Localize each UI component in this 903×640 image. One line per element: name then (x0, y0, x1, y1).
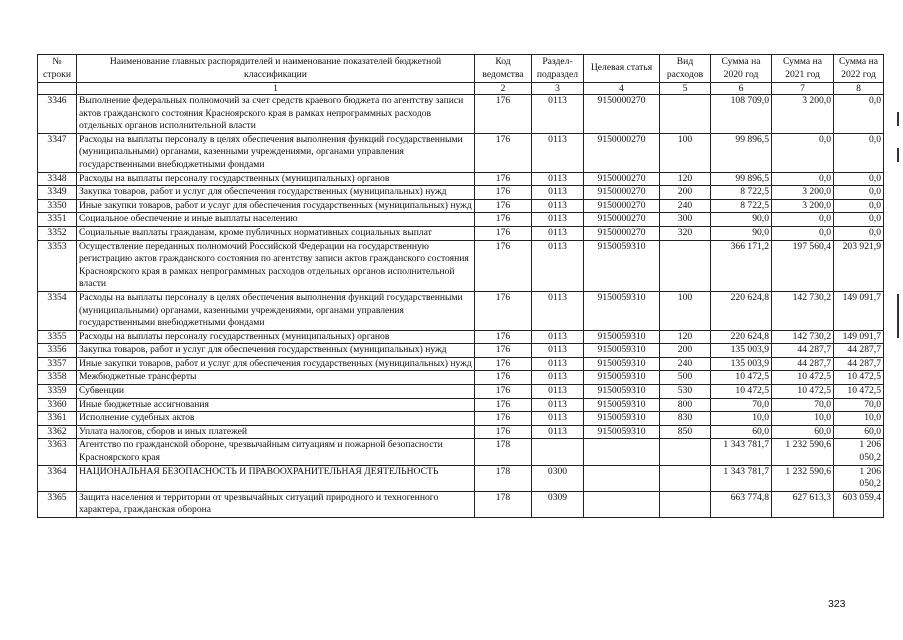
cell-razdel: 0113 (532, 172, 584, 186)
cell-name: Иные закупки товаров, работ и услуг для обеспечения государственных (муниципальных) нужд (77, 199, 475, 213)
cell-ved: 176 (475, 95, 532, 134)
table-row (38, 172, 884, 186)
cell-row-no: 3348 (38, 172, 77, 186)
table-row (38, 491, 884, 517)
column-number: 4 (584, 83, 660, 95)
cell-vid (660, 491, 711, 517)
cell-vid (660, 240, 711, 291)
cell-sum-2020: 90,0 (711, 213, 772, 227)
header-statia: Целевая статья (584, 55, 660, 83)
cell-vid: 530 (660, 385, 711, 399)
cell-sum-2020: 220 624,8 (711, 291, 772, 330)
cell-sum-2022: 149 091,7 (834, 291, 884, 330)
cell-row-no: 3364 (38, 465, 77, 491)
table-body (38, 95, 884, 518)
cell-razdel: 0309 (532, 491, 584, 517)
cell-sum-2020: 220 624,8 (711, 330, 772, 344)
table-row (38, 357, 884, 371)
cell-sum-2022: 0,0 (834, 95, 884, 134)
cell-statia: 9150000270 (584, 226, 660, 240)
cell-statia: 9150059310 (584, 371, 660, 385)
cell-sum-2021: 10 472,5 (772, 385, 834, 399)
cell-razdel: 0113 (532, 357, 584, 371)
header-ved: Код ведомства (475, 55, 532, 83)
cell-sum-2022: 0,0 (834, 199, 884, 213)
cell-ved: 176 (475, 291, 532, 330)
cell-statia: 9150059310 (584, 344, 660, 358)
cell-sum-2022: 10 472,5 (834, 371, 884, 385)
table-row (38, 95, 884, 134)
cell-row-no: 3361 (38, 412, 77, 426)
cell-row-no: 3350 (38, 199, 77, 213)
column-number: 2 (475, 83, 532, 95)
table-row (38, 226, 884, 240)
cell-razdel: 0113 (532, 291, 584, 330)
table-row (38, 133, 884, 172)
cell-name: Расходы на выплаты персоналу государственных (муниципальных) органов (77, 330, 475, 344)
page-number: 323 (828, 598, 846, 610)
cell-row-no: 3362 (38, 425, 77, 439)
cell-sum-2022: 0,0 (834, 213, 884, 227)
table-row (38, 425, 884, 439)
cell-name: Выполнение федеральных полномочий за счет средств краевого бюджета по агентству записи актов гражданского состояния Красноярского края в рамках непрограммных расходов отдельных органов исполнительной власти (77, 95, 475, 134)
cell-sum-2022: 0,0 (834, 172, 884, 186)
scan-edge-mark (897, 148, 899, 162)
table-row (38, 371, 884, 385)
cell-vid: 830 (660, 412, 711, 426)
column-number: 1 (77, 83, 475, 95)
cell-vid: 800 (660, 398, 711, 412)
cell-row-no: 3356 (38, 344, 77, 358)
cell-sum-2020: 90,0 (711, 226, 772, 240)
cell-sum-2021: 1 232 590,6 (772, 465, 834, 491)
cell-name: Социальные выплаты гражданам, кроме публичных нормативных социальных выплат (77, 226, 475, 240)
table-row (38, 213, 884, 227)
table-row (38, 291, 884, 330)
cell-statia: 9150059310 (584, 385, 660, 399)
cell-row-no: 3351 (38, 213, 77, 227)
cell-sum-2022: 0,0 (834, 226, 884, 240)
cell-sum-2021: 44 287,7 (772, 357, 834, 371)
cell-row-no: 3357 (38, 357, 77, 371)
cell-sum-2021: 3 200,0 (772, 199, 834, 213)
cell-name: Защита населения и территории от чрезвычайных ситуаций природного и техногенного характера, гражданская оборона (77, 491, 475, 517)
cell-razdel: 0113 (532, 412, 584, 426)
table-row (38, 439, 884, 465)
cell-row-no: 3365 (38, 491, 77, 517)
cell-vid: 240 (660, 199, 711, 213)
cell-sum-2022: 1 206 050,2 (834, 465, 884, 491)
cell-statia: 9150000270 (584, 186, 660, 200)
cell-row-no: 3349 (38, 186, 77, 200)
cell-statia: 9150059310 (584, 240, 660, 291)
header-sum-2021: Сумма на 2021 год (772, 55, 834, 83)
cell-ved: 178 (475, 465, 532, 491)
cell-razdel: 0113 (532, 133, 584, 172)
cell-statia: 9150059310 (584, 291, 660, 330)
cell-sum-2020: 135 003,9 (711, 344, 772, 358)
cell-name: Субвенции (77, 385, 475, 399)
cell-name: Расходы на выплаты персоналу государственных (муниципальных) органов (77, 172, 475, 186)
cell-sum-2022: 60,0 (834, 425, 884, 439)
cell-statia: 9150059310 (584, 330, 660, 344)
cell-sum-2020: 8 722,5 (711, 186, 772, 200)
cell-vid: 100 (660, 291, 711, 330)
cell-sum-2020: 1 343 781,7 (711, 439, 772, 465)
cell-statia (584, 491, 660, 517)
cell-ved: 176 (475, 385, 532, 399)
column-number: 8 (834, 83, 884, 95)
cell-sum-2021: 0,0 (772, 172, 834, 186)
cell-sum-2022: 603 059,4 (834, 491, 884, 517)
cell-row-no: 3355 (38, 330, 77, 344)
column-number-row (38, 83, 884, 95)
cell-razdel: 0113 (532, 199, 584, 213)
cell-statia (584, 465, 660, 491)
cell-razdel: 0113 (532, 186, 584, 200)
cell-razdel: 0113 (532, 398, 584, 412)
cell-name: Расходы на выплаты персоналу в целях обеспечения выполнения функций государственными (муниципальными) органами, казенными учреждениями, органами управления государственными внебюджетными фондами (77, 133, 475, 172)
cell-razdel: 0113 (532, 385, 584, 399)
table-row (38, 186, 884, 200)
cell-row-no: 3358 (38, 371, 77, 385)
cell-sum-2022: 1 206 050,2 (834, 439, 884, 465)
cell-vid: 300 (660, 213, 711, 227)
column-number: 3 (532, 83, 584, 95)
cell-sum-2021: 3 200,0 (772, 186, 834, 200)
cell-sum-2022: 149 091,7 (834, 330, 884, 344)
cell-sum-2021: 60,0 (772, 425, 834, 439)
cell-ved: 176 (475, 172, 532, 186)
cell-row-no: 3353 (38, 240, 77, 291)
cell-vid: 500 (660, 371, 711, 385)
cell-statia: 9150000270 (584, 199, 660, 213)
cell-sum-2021: 44 287,7 (772, 344, 834, 358)
scan-edge-mark (897, 112, 899, 126)
cell-sum-2022: 10,0 (834, 412, 884, 426)
header-vid: Вид расходов (660, 55, 711, 83)
cell-razdel: 0113 (532, 226, 584, 240)
cell-name: НАЦИОНАЛЬНАЯ БЕЗОПАСНОСТЬ И ПРАВООХРАНИТЕЛЬНАЯ ДЕЯТЕЛЬНОСТЬ (77, 465, 475, 491)
cell-name: Закупка товаров, работ и услуг для обеспечения государственных (муниципальных) нужд (77, 344, 475, 358)
cell-sum-2020: 99 896,5 (711, 172, 772, 186)
cell-sum-2021: 70,0 (772, 398, 834, 412)
header-razdel: Раздел- подраздел (532, 55, 584, 83)
cell-ved: 176 (475, 398, 532, 412)
cell-razdel: 0113 (532, 425, 584, 439)
table-row (38, 412, 884, 426)
cell-sum-2022: 0,0 (834, 133, 884, 172)
cell-row-no: 3352 (38, 226, 77, 240)
table-row (38, 240, 884, 291)
cell-statia: 9150059310 (584, 425, 660, 439)
cell-sum-2022: 70,0 (834, 398, 884, 412)
cell-ved: 176 (475, 226, 532, 240)
cell-row-no: 3359 (38, 385, 77, 399)
cell-ved: 176 (475, 213, 532, 227)
cell-sum-2022: 0,0 (834, 186, 884, 200)
cell-razdel: 0113 (532, 95, 584, 134)
cell-vid: 120 (660, 330, 711, 344)
header-sum-2022: Сумма на 2022 год (834, 55, 884, 83)
cell-name: Социальное обеспечение и иные выплаты населению (77, 213, 475, 227)
cell-vid (660, 465, 711, 491)
cell-ved: 176 (475, 425, 532, 439)
cell-sum-2021: 10 472,5 (772, 371, 834, 385)
cell-ved: 176 (475, 344, 532, 358)
cell-name: Иные бюджетные ассигнования (77, 398, 475, 412)
cell-ved: 178 (475, 439, 532, 465)
cell-ved: 176 (475, 133, 532, 172)
cell-sum-2021: 0,0 (772, 226, 834, 240)
cell-row-no: 3346 (38, 95, 77, 134)
cell-name: Межбюджетные трансферты (77, 371, 475, 385)
cell-statia: 9150059310 (584, 357, 660, 371)
column-number: 7 (772, 83, 834, 95)
cell-row-no: 3363 (38, 439, 77, 465)
cell-sum-2022: 44 287,7 (834, 357, 884, 371)
cell-vid: 320 (660, 226, 711, 240)
table-row (38, 385, 884, 399)
cell-ved: 176 (475, 330, 532, 344)
cell-sum-2021: 627 613,3 (772, 491, 834, 517)
cell-vid: 200 (660, 344, 711, 358)
cell-sum-2020: 135 003,9 (711, 357, 772, 371)
cell-name: Расходы на выплаты персоналу в целях обеспечения выполнения функций государственными (муниципальными) органами, казенными учреждениями, органами управления государственными внебюджетными фондами (77, 291, 475, 330)
table-row (38, 199, 884, 213)
cell-sum-2020: 99 896,5 (711, 133, 772, 172)
cell-ved: 176 (475, 199, 532, 213)
column-number: 6 (711, 83, 772, 95)
cell-statia: 9150000270 (584, 172, 660, 186)
cell-razdel: 0113 (532, 330, 584, 344)
cell-sum-2021: 0,0 (772, 133, 834, 172)
cell-statia: 9150059310 (584, 398, 660, 412)
cell-statia: 9150000270 (584, 213, 660, 227)
cell-razdel (532, 439, 584, 465)
cell-razdel: 0113 (532, 240, 584, 291)
table-row (38, 465, 884, 491)
cell-sum-2020: 108 709,0 (711, 95, 772, 134)
cell-razdel: 0300 (532, 465, 584, 491)
table-row (38, 398, 884, 412)
cell-sum-2020: 10,0 (711, 412, 772, 426)
budget-table (37, 54, 884, 518)
cell-name: Осуществление переданных полномочий Российской Федерации на государственную регистрацию актов гражданского состояния по агентству записи актов гражданского состояния Красноярского края в рамках непрограммных расходов отдельных органов исполнительной власти (77, 240, 475, 291)
cell-sum-2021: 197 560,4 (772, 240, 834, 291)
cell-sum-2020: 8 722,5 (711, 199, 772, 213)
cell-sum-2020: 366 171,2 (711, 240, 772, 291)
cell-ved: 178 (475, 491, 532, 517)
cell-statia (584, 439, 660, 465)
cell-vid (660, 95, 711, 134)
cell-vid: 100 (660, 133, 711, 172)
cell-vid (660, 439, 711, 465)
cell-sum-2021: 3 200,0 (772, 95, 834, 134)
header-name: Наименование главных распорядителей и наименование показателей бюджетной классификации (77, 55, 475, 83)
column-number: 5 (660, 83, 711, 95)
cell-sum-2022: 203 921,9 (834, 240, 884, 291)
cell-sum-2021: 142 730,2 (772, 330, 834, 344)
cell-sum-2020: 10 472,5 (711, 385, 772, 399)
cell-sum-2022: 44 287,7 (834, 344, 884, 358)
cell-ved: 176 (475, 240, 532, 291)
cell-sum-2021: 0,0 (772, 213, 834, 227)
cell-vid: 120 (660, 172, 711, 186)
cell-sum-2021: 142 730,2 (772, 291, 834, 330)
cell-sum-2021: 10,0 (772, 412, 834, 426)
cell-vid: 240 (660, 357, 711, 371)
cell-sum-2020: 663 774,8 (711, 491, 772, 517)
cell-statia: 9150000270 (584, 95, 660, 134)
cell-razdel: 0113 (532, 344, 584, 358)
cell-sum-2022: 10 472,5 (834, 385, 884, 399)
cell-ved: 176 (475, 186, 532, 200)
cell-sum-2021: 1 232 590,6 (772, 439, 834, 465)
cell-name: Закупка товаров, работ и услуг для обеспечения государственных (муниципальных) нужд (77, 186, 475, 200)
cell-razdel: 0113 (532, 371, 584, 385)
cell-vid: 200 (660, 186, 711, 200)
cell-name: Иные закупки товаров, работ и услуг для обеспечения государственных (муниципальных) нужд (77, 357, 475, 371)
table-row (38, 330, 884, 344)
table-row (38, 344, 884, 358)
cell-razdel: 0113 (532, 213, 584, 227)
cell-vid: 850 (660, 425, 711, 439)
cell-sum-2020: 60,0 (711, 425, 772, 439)
cell-name: Исполнение судебных актов (77, 412, 475, 426)
cell-ved: 176 (475, 412, 532, 426)
table-header (38, 55, 884, 95)
cell-sum-2020: 10 472,5 (711, 371, 772, 385)
cell-row-no: 3354 (38, 291, 77, 330)
cell-sum-2020: 1 343 781,7 (711, 465, 772, 491)
cell-name: Агентство по гражданской обороне, чрезвычайным ситуациям и пожарной безопасности Красноярского края (77, 439, 475, 465)
cell-ved: 176 (475, 357, 532, 371)
cell-ved: 176 (475, 371, 532, 385)
cell-statia: 9150059310 (584, 412, 660, 426)
header-sum-2020: Сумма на 2020 год (711, 55, 772, 83)
header-row-no: № строки (38, 55, 77, 83)
cell-sum-2020: 70,0 (711, 398, 772, 412)
cell-statia: 9150000270 (584, 133, 660, 172)
cell-row-no: 3347 (38, 133, 77, 172)
cell-row-no: 3360 (38, 398, 77, 412)
scan-edge-mark (897, 294, 899, 338)
cell-name: Уплата налогов, сборов и иных платежей (77, 425, 475, 439)
